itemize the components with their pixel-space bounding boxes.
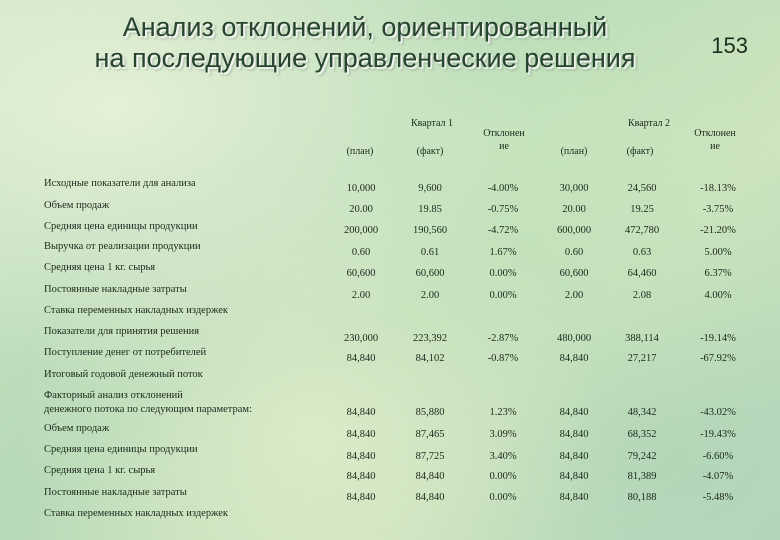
table-cell: 19.25 — [630, 204, 654, 215]
slide-title — [40, 12, 690, 74]
table-cell: 84,840 — [559, 451, 589, 462]
table-cell: 0.60 — [351, 247, 371, 258]
table-cell: -18.13% — [700, 183, 736, 194]
slide-title-line-2: на последующие управленческие решения — [94, 43, 636, 73]
table-cell: -3.75% — [702, 204, 734, 215]
header-fact-q2: (факт) — [626, 146, 654, 157]
header-deviation-q1-line-2: ие — [499, 141, 509, 152]
row-label: Объем продаж — [44, 200, 110, 211]
table-cell: 0.00% — [489, 290, 517, 301]
row-label: Постоянные накладные затраты — [44, 487, 187, 498]
table-cell: 10,000 — [346, 183, 376, 194]
table-cell: 2.00 — [420, 290, 440, 301]
table-cell: 2.00 — [351, 290, 371, 301]
table-cell: -4.07% — [702, 471, 734, 482]
table-cell: 84,840 — [346, 451, 376, 462]
table-cell: 480,000 — [556, 333, 592, 344]
table-cell: 3.09% — [489, 429, 517, 440]
table-cell: -67.92% — [700, 353, 736, 364]
table-cell: 0.61 — [420, 247, 440, 258]
table-cell: 84,840 — [559, 492, 589, 503]
header-deviation-q2 — [680, 127, 750, 153]
table-cell: 20.00 — [562, 204, 586, 215]
header-deviation-q2-line-2: ие — [710, 141, 720, 152]
table-cell: 19.85 — [418, 204, 442, 215]
row-label: Объем продаж — [44, 423, 110, 434]
table-cell: 79,242 — [627, 451, 657, 462]
table-cell: -19.14% — [700, 333, 736, 344]
table-cell: 3.40% — [489, 451, 517, 462]
table-cell: 48,342 — [627, 407, 657, 418]
header-plan-q2: (план) — [560, 146, 588, 157]
table-cell: 84,840 — [346, 353, 376, 364]
table-cell: 5.00% — [704, 247, 732, 258]
table-cell: 2.08 — [632, 290, 652, 301]
table-cell: 68,352 — [627, 429, 657, 440]
row-label: Постоянные накладные затраты — [44, 284, 187, 295]
table-cell: 84,840 — [346, 492, 376, 503]
table-cell: 84,840 — [346, 407, 376, 418]
table-cell: -4.72% — [487, 225, 519, 236]
table-cell: 84,840 — [559, 353, 589, 364]
table-cell: 60,600 — [559, 268, 589, 279]
row-label: Исходные показатели для анализа — [44, 178, 196, 189]
table-cell: 1.23% — [489, 407, 517, 418]
header-quarter-1: Квартал 1 — [410, 118, 454, 129]
table-cell: 0.00% — [489, 268, 517, 279]
table-cell: 60,600 — [346, 268, 376, 279]
header-fact-q1: (факт) — [416, 146, 444, 157]
table-cell: 9,600 — [418, 183, 442, 194]
row-label: денежного потока по следующим параметрам: — [44, 404, 252, 415]
table-cell: 600,000 — [556, 225, 592, 236]
table-cell: 472,780 — [624, 225, 660, 236]
table-cell: 84,840 — [346, 471, 376, 482]
table-cell: 87,725 — [415, 451, 445, 462]
table-cell: -4.00% — [487, 183, 519, 194]
table-cell: -2.87% — [487, 333, 519, 344]
table-cell: -21.20% — [700, 225, 736, 236]
table-cell: 80,188 — [627, 492, 657, 503]
table-cell: 0.00% — [489, 492, 517, 503]
table-cell: 60,600 — [415, 268, 445, 279]
row-label: Факторный анализ отклонений — [44, 390, 183, 401]
row-label: Поступление денег от потребителей — [44, 347, 207, 358]
table-cell: 20.00 — [349, 204, 373, 215]
table-cell: 0.60 — [564, 247, 584, 258]
table-cell: 84,840 — [559, 429, 589, 440]
row-label: Ставка переменных накладных издержек — [44, 508, 228, 519]
row-label: Ставка переменных накладных издержек — [44, 305, 228, 316]
table-cell: 87,465 — [415, 429, 445, 440]
table-cell: 84,840 — [559, 407, 589, 418]
table-cell: 84,840 — [415, 492, 445, 503]
row-label: Средняя цена единицы продукции — [44, 221, 198, 232]
table-cell: 84,102 — [415, 353, 445, 364]
table-cell: 0.63 — [632, 247, 652, 258]
table-cell: -6.60% — [702, 451, 734, 462]
table-cell: 2.00 — [564, 290, 584, 301]
table-cell: 388,114 — [625, 333, 659, 344]
table-cell: 4.00% — [704, 290, 732, 301]
table-cell: 27,217 — [627, 353, 657, 364]
table-cell: 0.00% — [489, 471, 517, 482]
table-cell: 230,000 — [343, 333, 379, 344]
row-label: Средняя цена 1 кг. сырья — [44, 262, 156, 273]
table-cell: -0.87% — [487, 353, 519, 364]
row-label: Показатели для принятия решения — [44, 326, 200, 337]
row-label: Итоговый годовой денежный поток — [44, 369, 203, 380]
table-cell: 6.37% — [704, 268, 732, 279]
table-cell: 223,392 — [412, 333, 448, 344]
table-cell: 84,840 — [415, 471, 445, 482]
table-cell: 200,000 — [343, 225, 379, 236]
table-cell: 84,840 — [559, 471, 589, 482]
table-cell: 1.67% — [489, 247, 517, 258]
page-number: 153 — [711, 33, 748, 58]
header-quarter-2: Квартал 2 — [627, 118, 671, 129]
header-deviation-q1 — [469, 127, 539, 153]
slide-title-line-1: Анализ отклонений, ориентированный — [122, 12, 608, 42]
row-label: Средняя цена 1 кг. сырья — [44, 465, 156, 476]
table-cell: 190,560 — [412, 225, 448, 236]
header-deviation-q1-line-1: Отклонен — [483, 128, 525, 139]
header-plan-q1: (план) — [346, 146, 374, 157]
table-cell: -0.75% — [487, 204, 519, 215]
table-cell: -19.43% — [700, 429, 736, 440]
header-deviation-q2-line-1: Отклонен — [694, 128, 736, 139]
table-cell: -5.48% — [702, 492, 734, 503]
table-cell: 81,389 — [627, 471, 657, 482]
table-cell: 30,000 — [559, 183, 589, 194]
row-label: Выручка от реализации продукции — [44, 241, 201, 252]
table-cell: 64,460 — [627, 268, 657, 279]
table-cell: 24,560 — [627, 183, 657, 194]
table-cell: -43.02% — [700, 407, 736, 418]
table-cell: 85,880 — [415, 407, 445, 418]
table-cell: 84,840 — [346, 429, 376, 440]
row-label: Средняя цена единицы продукции — [44, 444, 198, 455]
